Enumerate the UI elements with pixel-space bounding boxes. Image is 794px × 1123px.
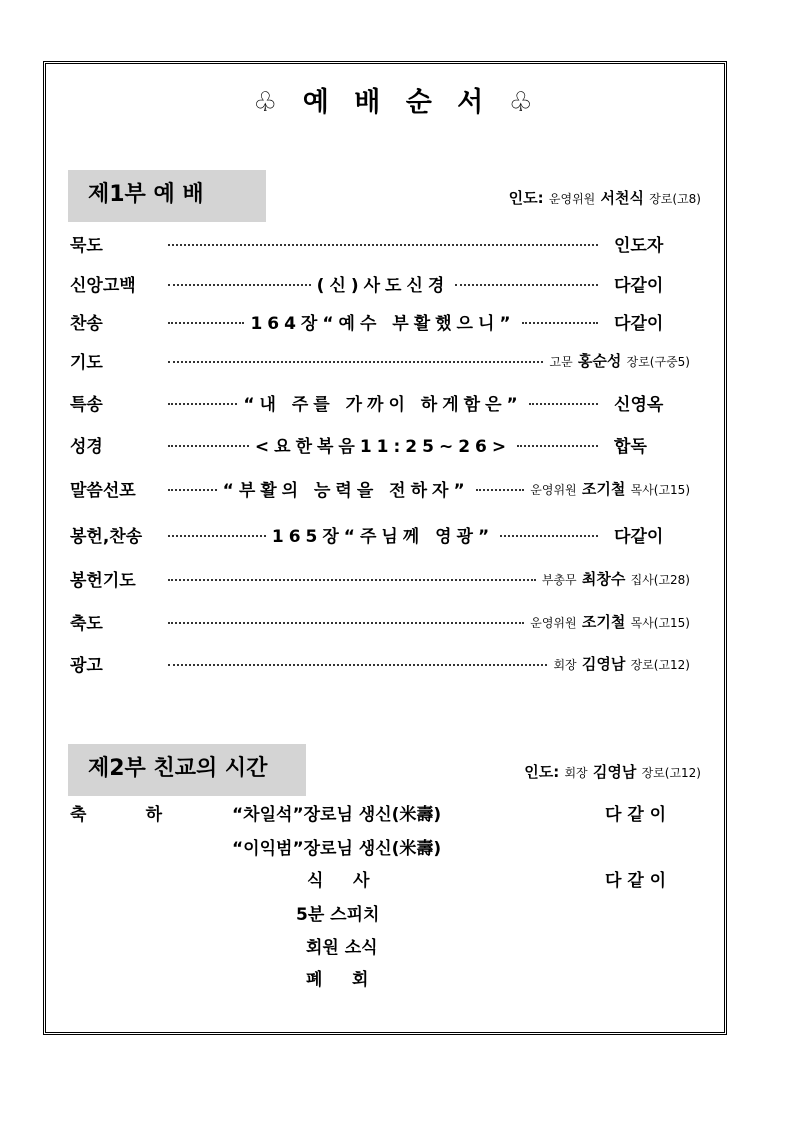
leader-dots bbox=[168, 437, 249, 447]
order-label: 묵도 bbox=[70, 235, 103, 256]
participant: 다같이 bbox=[614, 526, 664, 547]
order-content: <요한복음11:25~26> bbox=[254, 436, 512, 457]
part1-leader: 인도: 운영위원 서천식 장로(고8) bbox=[508, 189, 701, 207]
program-item: “이익범”장로님 생신(米壽) bbox=[232, 839, 442, 859]
leader-dots bbox=[168, 527, 266, 537]
leader-dots bbox=[168, 236, 598, 246]
order-row bbox=[70, 270, 690, 296]
order-row bbox=[70, 230, 690, 256]
participant: 합독 bbox=[614, 436, 647, 457]
order-row bbox=[70, 565, 690, 591]
order-row bbox=[70, 650, 690, 676]
participant: 운영위원 조기철 목사(고15) bbox=[530, 479, 691, 498]
order-row bbox=[70, 475, 690, 501]
leader-dots bbox=[168, 481, 217, 491]
participant: 다 같 이 bbox=[605, 871, 667, 891]
order-row bbox=[70, 431, 690, 457]
program-item: “차일석”장로님 생신(米壽) bbox=[232, 805, 442, 825]
leader-dots bbox=[168, 656, 547, 666]
participant: 인도자 bbox=[614, 235, 664, 256]
program-item: 식 사 bbox=[307, 871, 370, 891]
order-label: 특송 bbox=[70, 394, 103, 415]
order-label: 성경 bbox=[70, 436, 103, 457]
program-item: 폐 회 bbox=[306, 970, 369, 990]
leader-dots bbox=[455, 276, 598, 286]
leader-dots bbox=[168, 395, 237, 405]
order-content: (신)사도신경 bbox=[316, 275, 450, 296]
order-row bbox=[70, 308, 690, 334]
participant: 다같이 bbox=[614, 313, 664, 334]
leader-dots bbox=[168, 314, 244, 324]
program-item: 5분 스피치 bbox=[296, 905, 380, 925]
order-row bbox=[70, 389, 690, 415]
participant: 부총무 최창수 집사(고28) bbox=[541, 569, 690, 588]
leader-dots bbox=[522, 314, 598, 324]
order-label: 말씀선포 bbox=[70, 480, 136, 501]
participant: 신영옥 bbox=[614, 394, 664, 415]
leader-dots bbox=[476, 481, 525, 491]
leader-dots bbox=[500, 527, 598, 537]
order-row bbox=[70, 608, 690, 634]
participant: 운영위원 조기철 목사(고15) bbox=[530, 612, 690, 631]
part2-leader: 인도: 회장 김영남 장로(고12) bbox=[524, 763, 701, 781]
leader-dots bbox=[168, 614, 524, 624]
leader-dots bbox=[168, 571, 536, 581]
order-row bbox=[70, 347, 690, 373]
participant: 회장 김영남 장로(고12) bbox=[553, 654, 690, 673]
order-label: 봉헌,찬송 bbox=[70, 526, 143, 547]
participant: 고문 홍순성 장로(구중5) bbox=[549, 351, 690, 370]
order-content: 164장“예수 부활했으니” bbox=[250, 313, 516, 334]
order-label: 광고 bbox=[70, 655, 103, 676]
leader-dots bbox=[517, 437, 598, 447]
order-label: 축도 bbox=[70, 613, 103, 634]
program-item: 회원 소식 bbox=[306, 938, 378, 958]
leader-dots bbox=[168, 353, 543, 363]
part1-heading: 제1부 예 배 bbox=[68, 170, 266, 222]
leader-dots bbox=[168, 276, 311, 286]
order-label: 신앙고백 bbox=[70, 275, 136, 296]
order-label: 찬송 bbox=[70, 313, 103, 334]
congrats-label: 축 하 bbox=[70, 805, 163, 825]
order-content: “부활의 능력을 전하자” bbox=[222, 480, 470, 501]
order-content: 165장“주님께 영광” bbox=[271, 526, 495, 547]
page-title: ♧ 예 배 순 서 ♧ bbox=[253, 87, 541, 118]
participant: 다 같 이 bbox=[605, 805, 667, 825]
participant: 다같이 bbox=[614, 275, 664, 296]
order-label: 봉헌기도 bbox=[70, 570, 136, 591]
order-label: 기도 bbox=[70, 352, 103, 373]
leader-dots bbox=[529, 395, 598, 405]
part2-heading: 제2부 친교의 시간 bbox=[68, 744, 306, 796]
order-content: “내 주를 가까이 하게함은” bbox=[243, 394, 523, 415]
order-row bbox=[70, 521, 690, 547]
